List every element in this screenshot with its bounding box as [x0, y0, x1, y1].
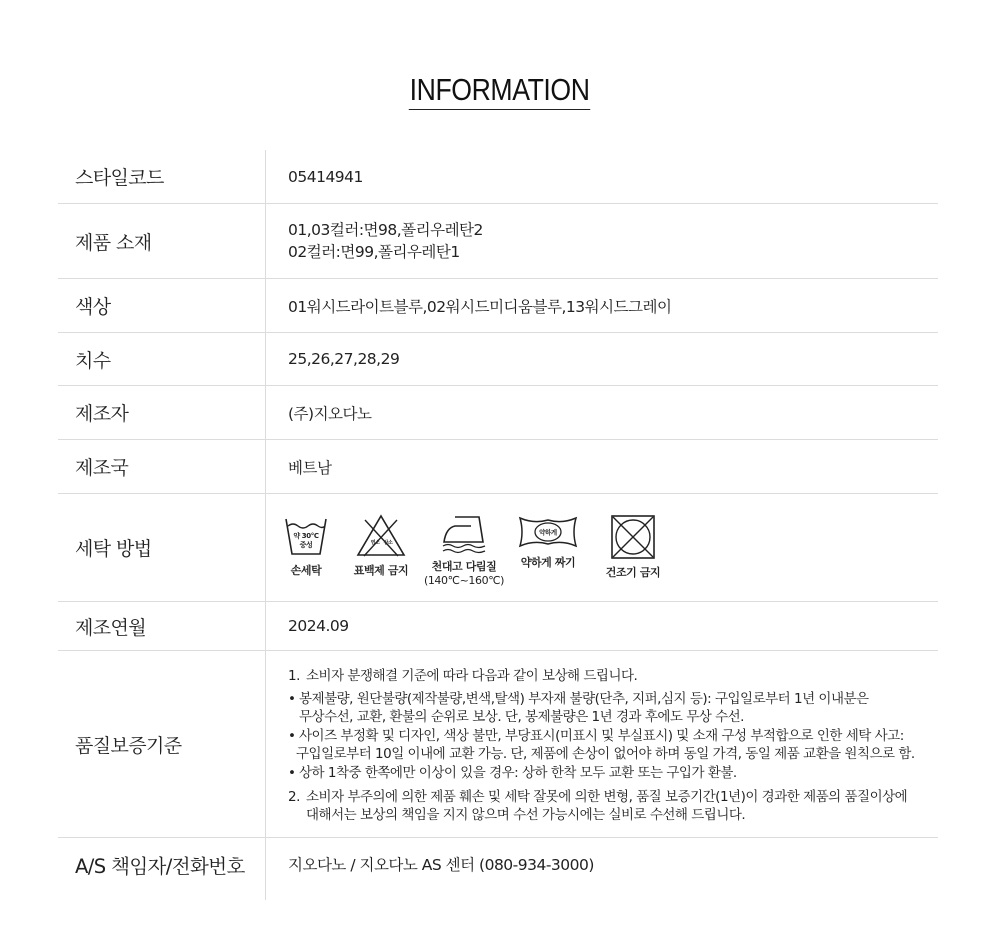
bullet-2-line-1: 사이즈 부정확 및 디자인, 색상 불만, 부당표시(미표시 및 부실표시) 및 소재 구성 부적합으로 인한 세탁 사고: [299, 728, 904, 744]
maker-label: 제조자 [58, 386, 266, 439]
as-label: A/S 책임자/전화번호 [58, 838, 266, 900]
style-code-label: 스타일코드 [58, 150, 266, 203]
hand-wash-icon [284, 514, 328, 558]
quality-item-2-num: 2. [288, 789, 300, 805]
iron-caption-main: 천대고 다림질 [431, 560, 497, 573]
maker-value: (주)지오다노 [288, 404, 372, 423]
hand-wash-caption: 손세탁 [290, 564, 322, 577]
size-label: 치수 [58, 333, 266, 385]
wash-cell [266, 494, 938, 601]
iron-caption-temp: (140℃~160℃) [423, 574, 505, 587]
quality-label: 품질보증기준 [58, 651, 266, 837]
material-label: 제품 소재 [58, 204, 266, 278]
hand-wash-neutral-text: 중성 [299, 541, 313, 549]
date-value: 2024.09 [288, 617, 349, 635]
wash-item-wring [517, 514, 579, 570]
info-table [58, 150, 938, 900]
country-value: 베트남 [288, 458, 332, 477]
no-tumble-dry-icon [610, 514, 656, 560]
page-title: INFORMATION [409, 72, 591, 110]
color-label: 색상 [58, 279, 266, 332]
row-quality [58, 651, 938, 838]
quality-bullet-2 [288, 727, 915, 763]
row-country [58, 440, 938, 494]
iron-caption [424, 560, 504, 588]
row-style-code [58, 150, 938, 204]
title-wrap [0, 72, 1000, 110]
bullet-1-line-1: 봉제불량, 원단불량(제작불량,변색,탈색) 부자재 불량(단추, 지퍼,심지 등): 구입일로부터 1년 이내분은 [299, 691, 869, 707]
wash-item-iron [423, 514, 505, 588]
as-value: 지오다노 / 지오다노 AS 센터 (080-934-3000) [288, 856, 594, 874]
wash-item-bleach [351, 514, 411, 578]
quality-item-2-line-2: 대해서는 보상의 책임을 지지 않으며 수선 가능시에는 실비로 수선해 드립니다. [306, 807, 746, 823]
wring-inner-text: 약하게 [539, 528, 557, 537]
style-code-value: 05414941 [288, 167, 363, 186]
no-bleach-icon [356, 514, 406, 558]
gentle-wring-icon [518, 514, 578, 550]
row-material [58, 204, 938, 279]
size-value: 25,26,27,28,29 [288, 350, 400, 368]
wash-item-dryer [602, 514, 664, 580]
country-label: 제조국 [58, 440, 266, 493]
row-maker [58, 386, 938, 440]
bleach-chlorine-text: 염소 [370, 540, 380, 546]
row-color [58, 279, 938, 333]
quality-bullets [288, 690, 915, 782]
bullet-3-line-1: 상하 1착중 한쪽에만 이상이 있을 경우: 상하 한착 모두 교환 또는 구입가 환불. [299, 765, 737, 781]
material-line-1: 01,03컬러:면98,폴리우레탄2 [288, 221, 483, 239]
row-as [58, 838, 938, 900]
row-wash [58, 494, 938, 602]
bullet-mark: • [288, 765, 296, 781]
wash-icons [284, 494, 664, 601]
row-date [58, 602, 938, 651]
hand-wash-temp-text: 약 30°C [293, 532, 319, 540]
bullet-2-line-2: 구입일로부터 10일 이내에 교환 가능. 단, 제품에 손상이 없어야 하며 동일 가격, 동일 제품 교환을 원칙으로 함. [296, 746, 915, 762]
dryer-caption: 건조기 금지 [605, 566, 661, 579]
wash-item-hand [284, 514, 328, 578]
quality-item-1 [288, 667, 915, 685]
bullet-1-line-2: 무상수선, 교환, 환불의 순위로 보상. 단, 봉제불량은 1년 경과 후에도 무상 수선. [299, 709, 744, 725]
quality-cell [266, 651, 938, 837]
quality-item-2 [288, 788, 915, 824]
no-bleach-caption: 표백제 금지 [353, 564, 409, 577]
color-value: 01워시드라이트블루,02워시드미디움블루,13워시드그레이 [288, 297, 672, 316]
wash-label: 세탁 방법 [58, 494, 266, 601]
bleach-oxygen-text: 산소 [383, 540, 393, 546]
bullet-mark: • [288, 728, 296, 744]
quality-item-1-num: 1. [288, 668, 300, 684]
date-label: 제조연월 [58, 602, 266, 650]
quality-text [288, 667, 915, 824]
quality-bullet-3 [288, 764, 915, 782]
iron-cloth-icon [441, 514, 487, 554]
material-line-2: 02컬러:면99,폴리우레탄1 [288, 243, 460, 261]
bullet-mark: • [288, 691, 296, 707]
quality-item-1-text: 소비자 분쟁해결 기준에 따라 다음과 같이 보상해 드립니다. [306, 668, 638, 684]
material-cell [266, 204, 938, 278]
row-size [58, 333, 938, 386]
wring-caption: 약하게 짜기 [520, 556, 576, 569]
quality-item-2-line-1: 소비자 부주의에 의한 제품 훼손 및 세탁 잘못에 의한 변형, 품질 보증기간(1년)이 경과한 제품의 품질이상에 [306, 789, 908, 805]
quality-bullet-1 [288, 690, 915, 726]
